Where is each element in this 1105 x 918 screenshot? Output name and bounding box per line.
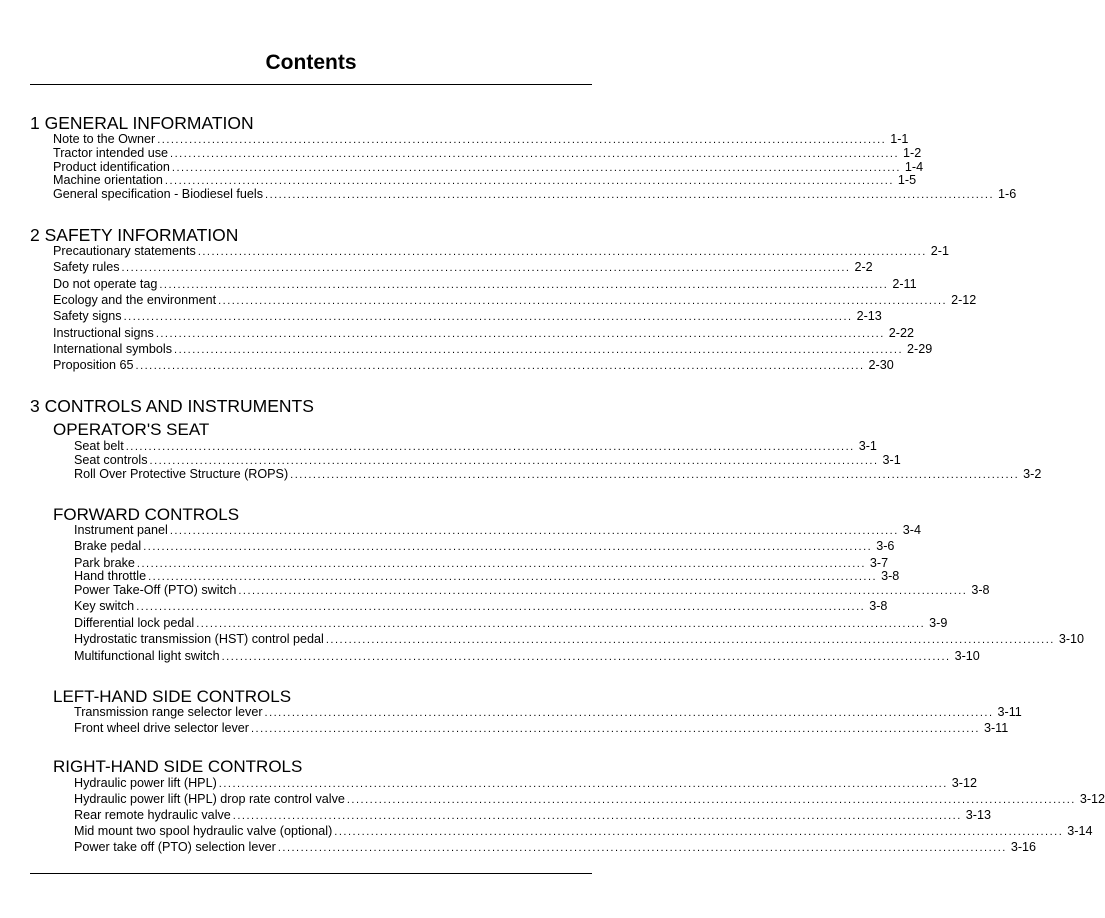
toc-entry-label: Power Take-Off (PTO) switch [74, 583, 237, 597]
toc-entry-label: Hand throttle [74, 569, 147, 583]
subsection-heading-operators-seat: OPERATOR'S SEAT [53, 420, 210, 439]
toc-entry-label: Rear remote hydraulic valve [74, 808, 231, 822]
toc-entry-label: Transmission range selector lever [74, 705, 263, 719]
dot-leader: ................................................................................................................................................................ [125, 441, 855, 453]
dot-leader: ................................................................................................................................................................ [135, 360, 865, 372]
toc-entry-label: Proposition 65 [53, 358, 134, 372]
toc-entry-label: Instrument panel [74, 523, 168, 537]
toc-entry-label: Seat belt [74, 439, 124, 453]
toc-entry-label: Instructional signs [53, 326, 154, 340]
toc-entry[interactable] [74, 599, 888, 613]
toc-entry-page: 3-1 [882, 453, 901, 467]
toc-entry-label: Park brake [74, 556, 135, 570]
toc-entry[interactable] [53, 244, 949, 258]
dot-leader: ................................................................................................................................................................ [171, 162, 901, 174]
toc-entry-label: Hydraulic power lift (HPL) drop rate control valve [74, 792, 345, 806]
toc-entry[interactable] [53, 326, 915, 340]
toc-entry-page: 3-8 [881, 569, 900, 583]
toc-entry-label: Do not operate tag [53, 277, 158, 291]
section-heading-safety-information: 2 SAFETY INFORMATION [30, 225, 239, 245]
toc-entry[interactable] [74, 439, 877, 453]
toc-entry[interactable] [53, 146, 922, 160]
toc-entry[interactable] [74, 616, 948, 630]
dot-leader: ................................................................................................................................................................ [334, 826, 1064, 838]
toc-entry-page: 1-5 [897, 173, 917, 187]
subsection-heading-forward-controls: FORWARD CONTROLS [53, 505, 240, 524]
toc-entry-page: 2-30 [868, 358, 894, 372]
dot-leader: ................................................................................................................................................................ [157, 134, 887, 146]
dot-leader: ................................................................................................................................................................ [123, 311, 853, 323]
toc-entry-label: Note to the Owner [53, 132, 156, 146]
toc-entry-page: 3-10 [1058, 632, 1085, 646]
toc-entry-label: Hydrostatic transmission (HST) control pedal [74, 632, 324, 646]
toc-entry-page: 1-6 [998, 187, 1017, 201]
toc-entry-page: 2-11 [892, 277, 917, 291]
toc-entry[interactable] [53, 173, 917, 187]
dot-leader: ................................................................................................................................................................ [149, 455, 879, 467]
toc-entry[interactable] [53, 132, 909, 146]
toc-entry-page: 3-4 [902, 523, 921, 537]
dot-leader: ................................................................................................................................................................ [136, 601, 866, 613]
toc-entry-page: 2-29 [907, 342, 933, 356]
dot-leader: ................................................................................................................................................................ [169, 525, 899, 537]
toc-entry-label: Hydraulic power lift (HPL) [74, 776, 217, 790]
toc-entry-page: 3-6 [876, 539, 895, 553]
toc-entry-label: Product identification [53, 160, 170, 174]
dot-leader: ................................................................................................................................................................ [290, 469, 1020, 481]
dot-leader: ................................................................................................................................................................ [164, 175, 894, 187]
toc-entry[interactable] [53, 309, 882, 323]
subsection-heading-right-hand-side-controls: RIGHT-HAND SIDE CONTROLS [53, 757, 303, 776]
toc-entry[interactable] [74, 453, 901, 467]
section-heading-controls-and-instruments: 3 CONTROLS AND INSTRUMENTS [30, 396, 314, 416]
dot-leader: ................................................................................................................................................................ [238, 585, 968, 597]
toc-entry-label: Front wheel drive selector lever [74, 721, 249, 735]
toc-entry-page: 3-16 [1010, 840, 1037, 854]
toc-entry-page: 2-22 [888, 326, 915, 340]
toc-entry[interactable] [53, 358, 894, 372]
toc-entry-label: Roll Over Protective Structure (ROPS) [74, 467, 289, 481]
dot-leader: ................................................................................................................................................................ [277, 842, 1007, 854]
toc-entry-page: 3-13 [965, 808, 991, 822]
page-title: Contents [265, 51, 357, 74]
footer-rule [30, 873, 592, 874]
dot-leader: ................................................................................................................................................................ [196, 618, 926, 630]
toc-entry-page: 3-8 [971, 583, 990, 597]
dot-leader: ................................................................................................................................................................ [170, 148, 900, 160]
toc-entry-page: 1-2 [903, 146, 922, 160]
toc-entry[interactable] [74, 840, 1037, 854]
dot-leader: ................................................................................................................................................................ [136, 558, 866, 570]
toc-entry-label: Power take off (PTO) selection lever [74, 840, 276, 854]
toc-entry-page: 3-8 [869, 599, 888, 613]
dot-leader: ................................................................................................................................................................ [148, 571, 878, 583]
header-rule [30, 84, 592, 85]
toc-entry[interactable] [53, 187, 1017, 201]
dot-leader: ................................................................................................................................................................ [325, 634, 1055, 646]
toc-entry-label: International symbols [53, 342, 173, 356]
toc-entry[interactable] [74, 556, 889, 570]
toc-entry-label: Multifunctional light switch [74, 649, 220, 663]
dot-leader: ................................................................................................................................................................ [143, 541, 873, 553]
toc-entry[interactable] [53, 160, 924, 174]
dot-leader: ................................................................................................................................................................ [232, 810, 962, 822]
toc-entry-label: Safety rules [53, 260, 120, 274]
toc-entry[interactable] [74, 824, 1093, 838]
toc-entry[interactable] [74, 632, 1085, 646]
toc-entry[interactable] [53, 260, 873, 274]
toc-entry-label: Precautionary statements [53, 244, 196, 258]
toc-entry-page: 3-12 [951, 776, 977, 790]
toc-entry-page: 2-2 [854, 260, 873, 274]
toc-entry-page: 1-4 [904, 160, 924, 174]
toc-entry-page: 3-7 [869, 556, 889, 570]
toc-entry-label: Differential lock pedal [74, 616, 195, 630]
toc-entry[interactable] [74, 649, 980, 663]
dot-leader: ................................................................................................................................................................ [218, 778, 948, 790]
toc-entry-page: 1-1 [890, 132, 909, 146]
toc-entry-page: 2-13 [856, 309, 882, 323]
dot-leader: ................................................................................................................................................................ [218, 295, 948, 307]
toc-entry-page: 3-14 [1067, 824, 1093, 838]
subsection-heading-left-hand-side-controls: LEFT-HAND SIDE CONTROLS [53, 687, 292, 706]
toc-entry-label: General specification - Biodiesel fuels [53, 187, 264, 201]
toc-entry-label: Safety signs [53, 309, 122, 323]
toc-entry-label: Mid mount two spool hydraulic valve (optional) [74, 824, 333, 838]
toc-entry[interactable] [74, 776, 977, 790]
toc-entry[interactable] [74, 808, 991, 822]
toc-entry-label: Seat controls [74, 453, 148, 467]
dot-leader: ................................................................................................................................................................ [174, 344, 903, 356]
toc-entry-page: 2-12 [951, 293, 977, 307]
dot-leader: ................................................................................................................................................................ [121, 262, 851, 274]
toc-entry-label: Brake pedal [74, 539, 142, 553]
toc-entry[interactable] [53, 342, 933, 356]
toc-entry[interactable] [74, 569, 900, 583]
toc-entry-label: Machine orientation [53, 173, 163, 187]
toc-entry-label: Key switch [74, 599, 135, 613]
dot-leader: ................................................................................................................................................................ [221, 651, 951, 663]
toc-entry-page: 3-9 [929, 616, 948, 630]
toc-entry[interactable] [74, 523, 921, 537]
toc-entry[interactable] [74, 467, 1042, 481]
toc-entry-label: Ecology and the environment [53, 293, 217, 307]
toc-entry[interactable] [53, 293, 977, 307]
toc-entry[interactable] [74, 721, 1009, 735]
dot-leader: ................................................................................................................................................................ [265, 189, 994, 201]
toc-entry[interactable] [74, 705, 1022, 719]
dot-leader: ................................................................................................................................................................ [197, 246, 927, 258]
toc-entry-label: Tractor intended use [53, 146, 169, 160]
toc-entry[interactable] [53, 277, 917, 291]
dot-leader: ................................................................................................................................................................ [155, 328, 885, 340]
toc-entry-page: 3-1 [858, 439, 877, 453]
toc-entry-page: 3-2 [1023, 467, 1042, 481]
toc-entry-page: 3-12 [1079, 792, 1105, 806]
dot-leader: ................................................................................................................................................................ [264, 707, 994, 719]
toc-entry-page: 3-11 [983, 721, 1009, 735]
toc-entry-page: 3-10 [954, 649, 980, 663]
section-heading-general-information: 1 GENERAL INFORMATION [30, 113, 254, 133]
toc-entry[interactable] [74, 539, 895, 553]
toc-entry[interactable] [74, 583, 990, 597]
dot-leader: ................................................................................................................................................................ [159, 279, 889, 291]
toc-entry-page: 3-11 [997, 705, 1022, 719]
dot-leader: ................................................................................................................................................................ [250, 723, 980, 735]
toc-entry[interactable] [74, 792, 1105, 806]
dot-leader: ................................................................................................................................................................ [346, 794, 1076, 806]
toc-entry-page: 2-1 [930, 244, 949, 258]
